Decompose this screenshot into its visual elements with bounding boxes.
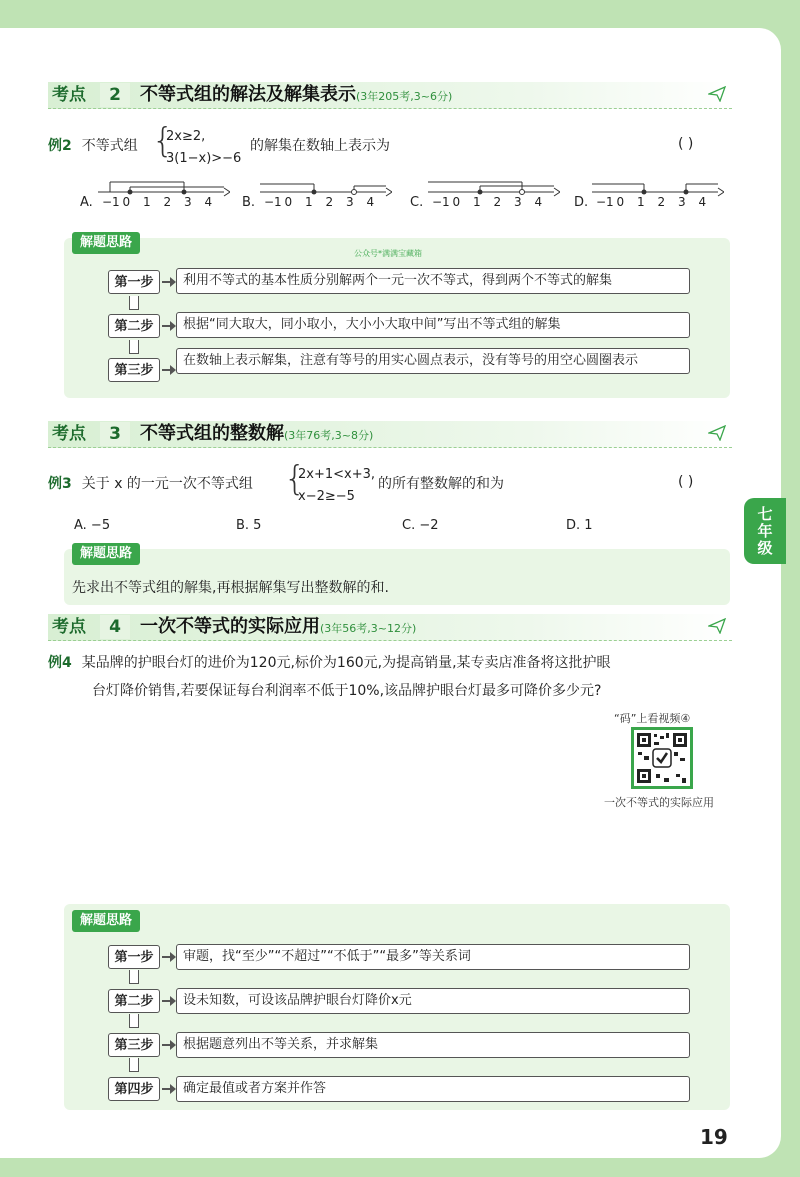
arrow-down-icon <box>129 1014 139 1028</box>
tick-label: 0 <box>452 195 461 209</box>
section-stat: (3年76考,3~8分) <box>284 429 374 442</box>
example-text: 某品牌的护眼台灯的进价为120元,标价为160元,为提高销量,某专卖店准备将这批护眼 <box>81 655 611 671</box>
section-header-3 <box>48 421 732 448</box>
example-text: 的解集在数轴上表示为 <box>250 138 390 154</box>
tick-label: 4 <box>366 195 375 209</box>
tick-label: 2 <box>325 195 334 209</box>
tick-label: 4 <box>534 195 543 209</box>
brace-icon: { <box>152 121 174 161</box>
page-number: 19 <box>700 1125 728 1149</box>
section-label: 考点 <box>52 85 86 105</box>
paper-plane-icon <box>708 618 726 634</box>
grade-tab[interactable] <box>744 498 786 564</box>
option-label[interactable]: C. <box>410 195 424 210</box>
arrow-right-icon <box>162 1088 172 1090</box>
hint-text: 先求出不等式组的解集,再根据解集写出整数解的和. <box>72 580 389 596</box>
example-text: 的所有整数解的和为 <box>378 476 504 492</box>
inequality-line: 2x≥2, <box>166 129 206 144</box>
tick-label: 3 <box>184 195 192 209</box>
choice-d[interactable]: D. 1 <box>566 518 593 533</box>
example-4-line <box>48 653 728 673</box>
inequality-line: 2x+1<x+3, <box>298 467 376 482</box>
inequality-line: x−2≥−5 <box>298 489 355 504</box>
arrow-down-icon <box>129 1058 139 1072</box>
tick-label: −1 <box>102 195 120 209</box>
qr-code[interactable] <box>631 727 693 789</box>
step-text: 在数轴上表示解集，注意有等号的用实心圆点表示，没有等号的用空心圆圈表示 <box>176 348 690 374</box>
brace-icon: { <box>284 459 306 499</box>
example-3-lead <box>48 474 253 494</box>
section-header-4 <box>48 614 732 641</box>
section-title-text: 不等式组的整数解 <box>140 423 284 444</box>
step-label: 第三步 <box>108 358 160 382</box>
tick-label: 4 <box>698 195 707 209</box>
grade-tab-char: 年 <box>757 521 773 540</box>
example-text: 台灯降价销售,若要保证每台利润率不低于10%,该品牌护眼台灯最多可降价多少元? <box>92 683 602 699</box>
inequality-line: 3(1−x)>−6 <box>166 151 242 166</box>
step-label: 第三步 <box>108 1033 160 1057</box>
example-2-lead <box>48 136 138 156</box>
choice-a[interactable]: A. −5 <box>74 518 111 533</box>
answer-parentheses: ( ) <box>678 136 694 152</box>
arrow-down-icon <box>129 970 139 984</box>
option-label[interactable]: B. <box>242 195 256 210</box>
watermark-text: 公众号*满满宝藏箱 <box>354 249 422 258</box>
grade-tab-char: 七 <box>757 504 773 523</box>
solution-hint-tag: 解题思路 <box>72 543 140 565</box>
step-text: 确定最值或者方案并作答 <box>176 1076 690 1102</box>
tick-label: 3 <box>346 195 354 209</box>
step-label: 第二步 <box>108 314 160 338</box>
section-title <box>140 614 416 642</box>
video-caption: “码”上看视频④ <box>614 712 691 725</box>
section-number: 4 <box>100 615 130 639</box>
arrow-right-icon <box>162 325 172 327</box>
tick-label: −1 <box>432 195 450 209</box>
solution-hint-tag: 解题思路 <box>72 232 140 254</box>
solution-hint-tag: 解题思路 <box>72 910 140 932</box>
example-text: 关于 x 的一元一次不等式组 <box>81 476 253 492</box>
section-number: 3 <box>100 422 130 446</box>
arrow-right-icon <box>162 1000 172 1002</box>
example-text: 不等式组 <box>81 138 138 154</box>
arrow-down-icon <box>129 296 139 310</box>
tick-label: 0 <box>122 195 131 209</box>
tick-label: −1 <box>596 195 614 209</box>
arrow-down-icon <box>129 340 139 354</box>
tick-label: −1 <box>264 195 282 209</box>
grade-tab-char: 级 <box>757 538 773 557</box>
example-label: 例3 <box>48 476 72 492</box>
video-title: 一次不等式的实际应用 <box>604 796 714 809</box>
answer-parentheses: ( ) <box>678 474 694 490</box>
tick-label: 3 <box>514 195 522 209</box>
section-header-2 <box>48 82 732 109</box>
section-title <box>140 421 373 449</box>
qr-code-icon <box>634 730 690 786</box>
arrow-right-icon <box>162 1044 172 1046</box>
paper-plane-icon <box>708 425 726 441</box>
section-title-text: 一次不等式的实际应用 <box>140 616 320 637</box>
section-label: 考点 <box>52 617 86 637</box>
tick-label: 1 <box>473 195 481 209</box>
tick-label: 1 <box>637 195 645 209</box>
step-label: 第一步 <box>108 270 160 294</box>
example-label: 例4 <box>48 655 72 671</box>
step-label: 第一步 <box>108 945 160 969</box>
option-label[interactable]: D. <box>574 195 589 210</box>
tick-label: 2 <box>163 195 172 209</box>
tick-label: 2 <box>657 195 666 209</box>
section-stat: (3年56考,3~12分) <box>320 622 417 635</box>
tick-label: 1 <box>305 195 313 209</box>
choice-c[interactable]: C. −2 <box>402 518 439 533</box>
section-label: 考点 <box>52 424 86 444</box>
paper-plane-icon <box>708 86 726 102</box>
tick-label: 3 <box>678 195 686 209</box>
tick-label: 2 <box>493 195 502 209</box>
tick-label: 1 <box>143 195 151 209</box>
step-text: 根据题意列出不等关系，并求解集 <box>176 1032 690 1058</box>
section-title-text: 不等式组的解法及解集表示 <box>140 84 356 105</box>
step-label: 第四步 <box>108 1077 160 1101</box>
choice-b[interactable]: B. 5 <box>236 518 262 533</box>
example-label: 例2 <box>48 138 72 154</box>
arrow-right-icon <box>162 281 172 283</box>
section-stat: (3年205考,3~6分) <box>356 90 453 103</box>
arrow-right-icon <box>162 369 172 371</box>
step-text: 设未知数，可设该品牌护眼台灯降价x元 <box>176 988 690 1014</box>
step-text: 审题，找“至少”“不超过”“不低于”“最多”等关系词 <box>176 944 690 970</box>
tick-label: 0 <box>284 195 293 209</box>
tick-label: 0 <box>616 195 625 209</box>
step-text: 根据“同大取大，同小取小，大小小大取中间”写出不等式组的解集 <box>176 312 690 338</box>
arrow-right-icon <box>162 956 172 958</box>
tick-label: 4 <box>204 195 213 209</box>
step-text: 利用不等式的基本性质分别解两个一元一次不等式，得到两个不等式的解集 <box>176 268 690 294</box>
solution-hint-box <box>64 546 730 605</box>
section-number: 2 <box>100 83 130 107</box>
step-label: 第二步 <box>108 989 160 1013</box>
option-label[interactable]: A. <box>80 195 93 210</box>
section-title <box>140 82 452 110</box>
